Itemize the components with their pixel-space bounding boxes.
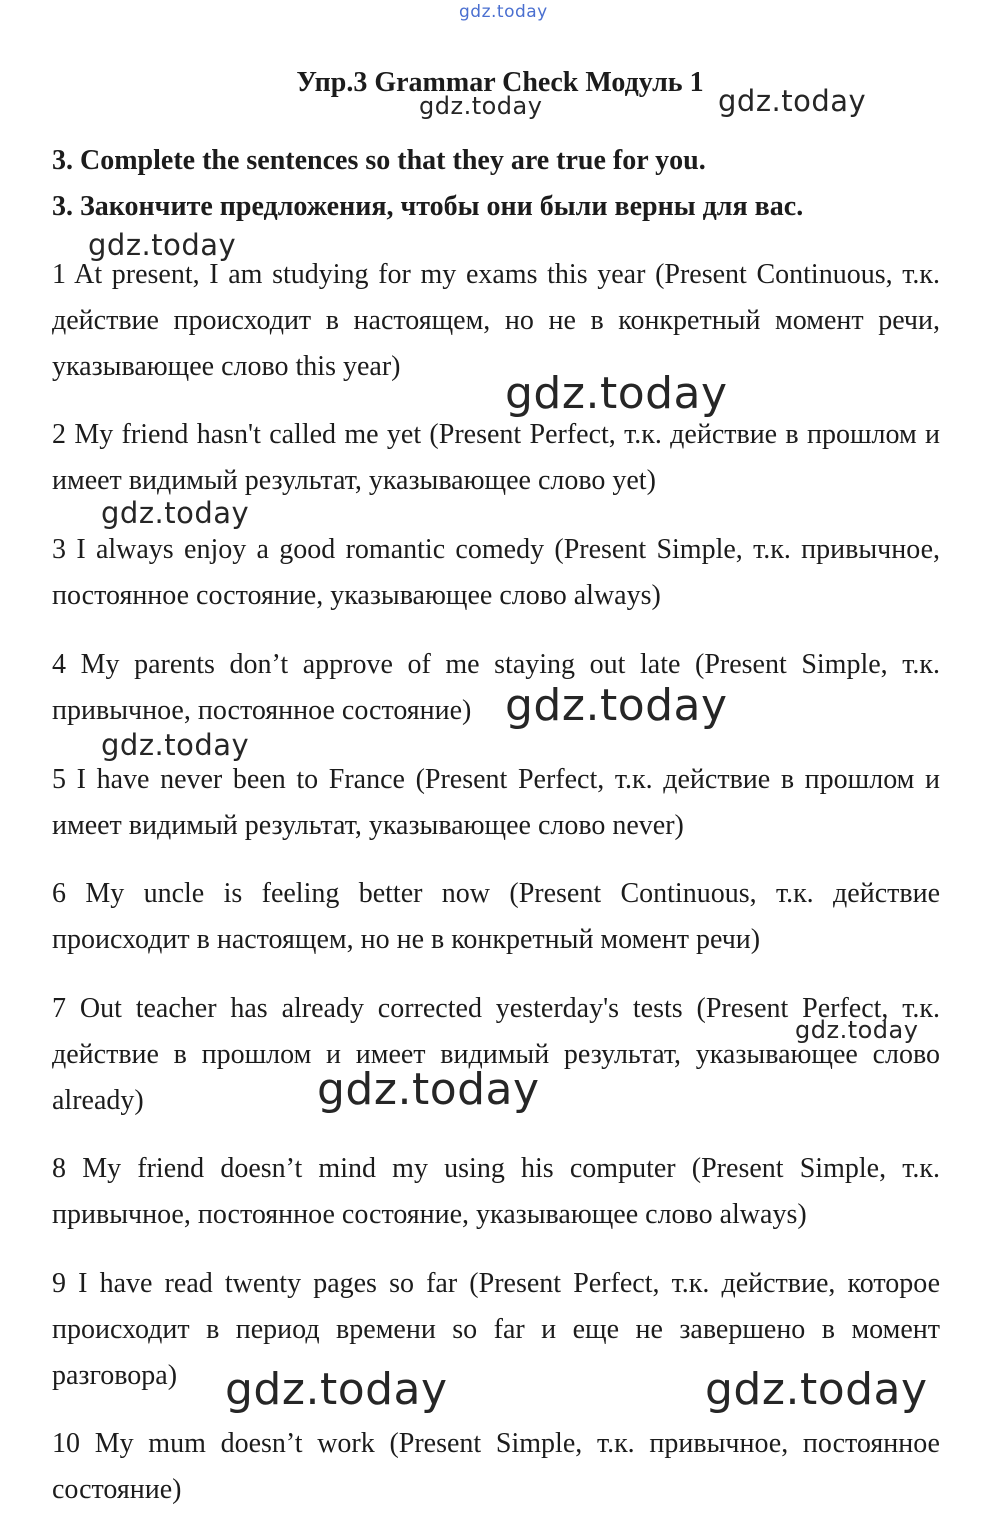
watermark: gdz.today	[225, 1364, 448, 1415]
watermark: gdz.today	[88, 228, 237, 262]
answer-item-10: 10 My mum doesn’t work (Present Simple, т.к. привычное, постоянное состояние)	[52, 1428, 940, 1505]
answer-item-8: 8 My friend doesn’t mind my using his computer (Present Simple, т.к. привычное, постоянное состояние, указывающее слово always)	[52, 1153, 940, 1230]
header-site-link[interactable]: gdz.today	[459, 2, 548, 22]
watermark: gdz.today	[101, 728, 250, 762]
task-instruction-ru: 3. Закончите предложения, чтобы они были верны для вас.	[52, 191, 804, 222]
page-title: Упр.3 Grammar Check Модуль 1	[296, 67, 704, 98]
answer-item-6: 6 My uncle is feeling better now (Present Continuous, т.к. действие происходит в настоящем, но не в конкретный момент речи)	[52, 878, 940, 955]
answer-item-1: 1 At present, I am studying for my exams this year (Present Continuous, т.к. действие происходит в настоящем, но не в конкретный момент речи, указывающее слово this year)	[52, 259, 940, 382]
answer-item-7: 7 Out teacher has already corrected yesterday's tests (Present Perfect, т.к. действие в прошлом и имеет видимый результат, указывающее слово already)	[52, 993, 940, 1116]
watermark: gdz.today	[718, 84, 867, 118]
watermark: gdz.today	[705, 1364, 928, 1415]
task-instruction-en: 3. Complete the sentences so that they are true for you.	[52, 145, 706, 176]
answer-item-2: 2 My friend hasn't called me yet (Present Perfect, т.к. действие в прошлом и имеет видимый результат, указывающее слово yet)	[52, 419, 940, 496]
answer-item-4: 4 My parents don’t approve of me staying out late (Present Simple, т.к. привычное, постоянное состояние)	[52, 649, 940, 726]
watermark: gdz.today	[317, 1064, 540, 1115]
answer-item-5: 5 I have never been to France (Present Perfect, т.к. действие в прошлом и имеет видимый результат, указывающее слово never)	[52, 764, 940, 841]
watermark: gdz.today	[419, 92, 543, 120]
answer-item-3: 3 I always enjoy a good romantic comedy (Present Simple, т.к. привычное, постоянное состояние, указывающее слово always)	[52, 534, 940, 611]
watermark: gdz.today	[505, 368, 728, 419]
watermark: gdz.today	[795, 1016, 919, 1044]
watermark: gdz.today	[505, 680, 728, 731]
watermark: gdz.today	[101, 496, 250, 530]
answer-item-9: 9 I have read twenty pages so far (Present Perfect, т.к. действие, которое происходит в период времени so far и еще не завершено в момент разговора)	[52, 1268, 940, 1391]
